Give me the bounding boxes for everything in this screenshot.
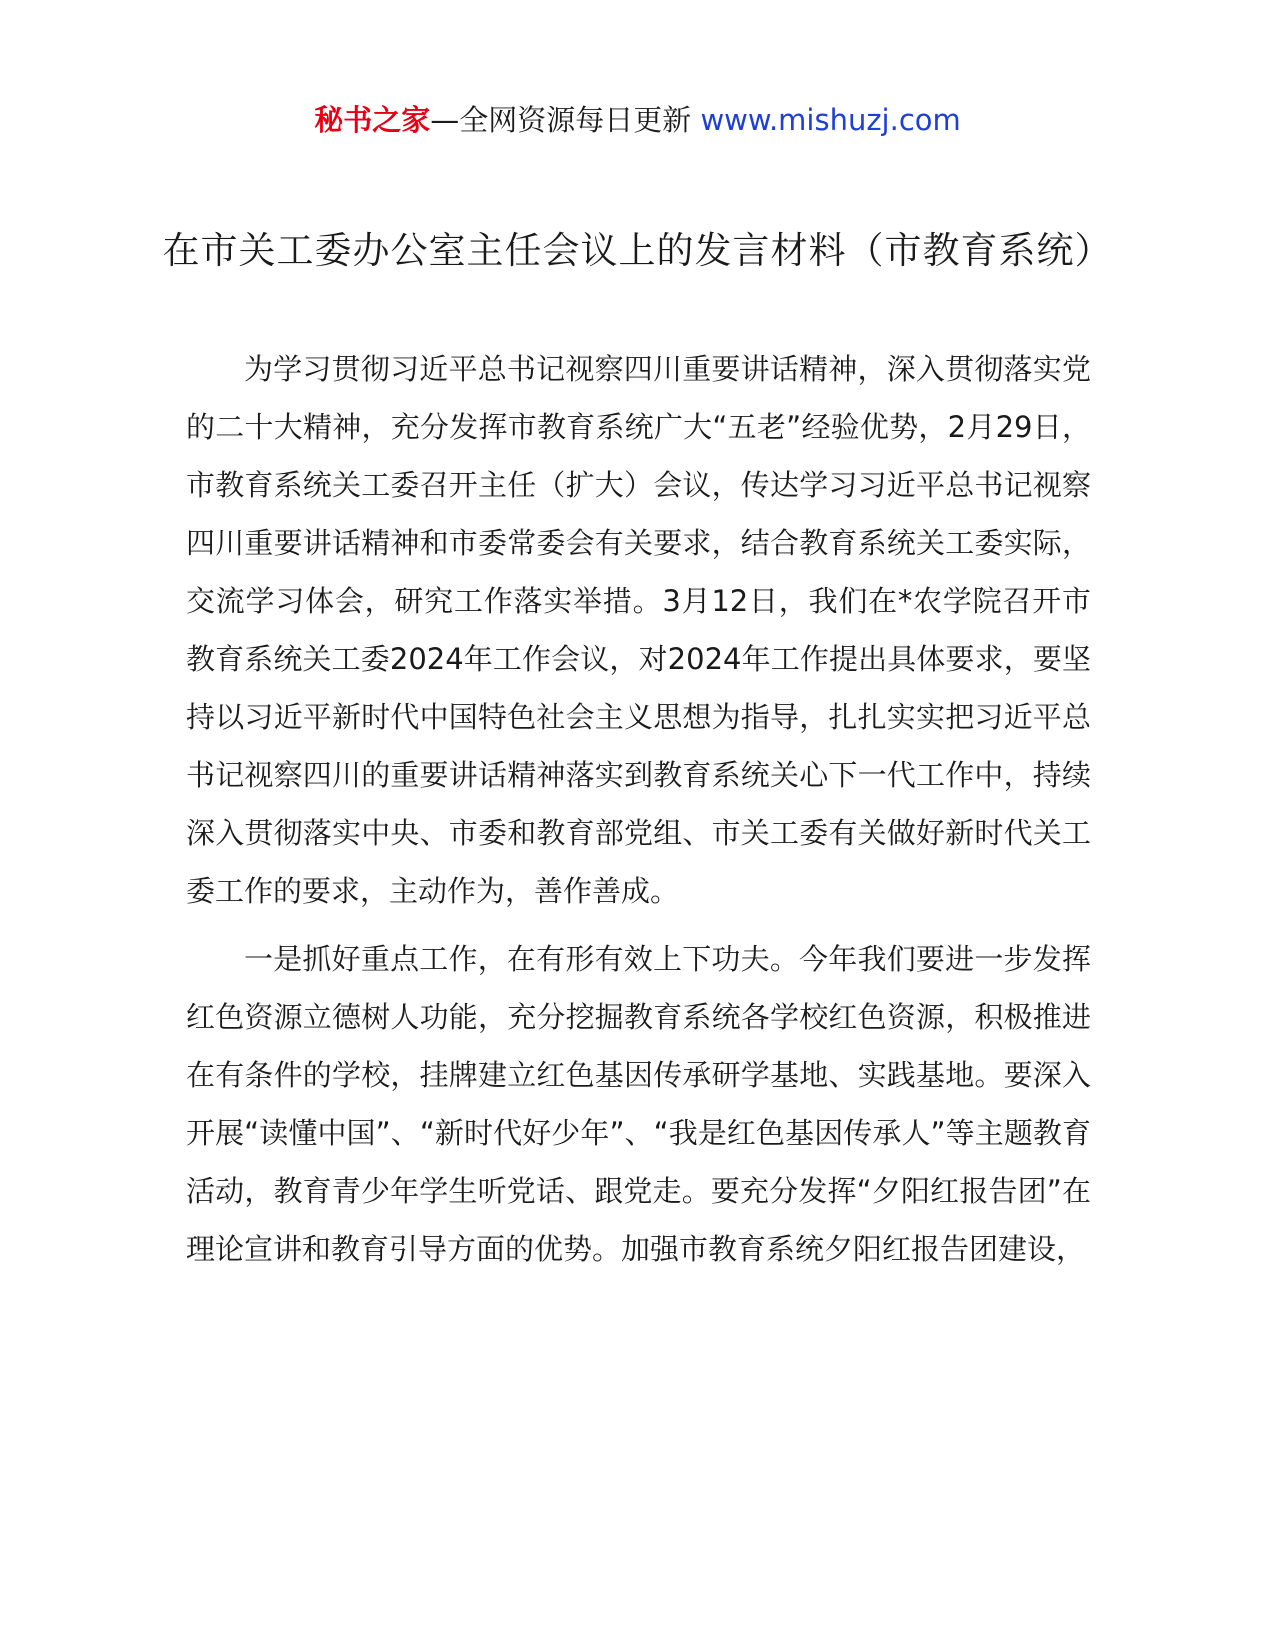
paragraph-key-work: 一是抓好重点工作，在有形有效上下功夫。今年我们要进一步发挥红色资源立德树人功能，充分挖掘教育系统各学校红色资源，积极推进在有条件的学校，挂牌建立红色基因传承研学基地、实践基地。要深入开展“读懂中国”、“新时代好少年”、“我是红色基因传承人”等主题教育活动，教育青少年学生听党话、跟党走。要充分发挥“夕阳红报告团”在理论宣讲和教育引导方面的优势。加强市教育系统夕阳红报告团建设， xyxy=(186,942,1091,1266)
paragraph-intro: 为学习贯彻习近平总书记视察四川重要讲话精神，深入贯彻落实党的二十大精神，充分发挥市教育系统广大“五老”经验优势，2月29日，市教育系统关工委召开主任（扩大）会议，传达学习习近平总书记视察四川重要讲话精神和市委常委会有关要求，结合教育系统关工委实际，交流学习体会，研究工作落实举措。3月12日，我们在*农学院召开市教育系统关工委2024年工作会议，对2024年工作提出具体要求，要坚持以习近平新时代中国特色社会主义思想为指导，扎扎实实把习近平总书记视察四川的重要讲话精神落实到教育系统关心下一代工作中，持续深入贯彻落实中央、市委和教育部党组、市关工委有关做好新时代关工委工作的要求，主动作为，善作善成。 xyxy=(186,352,1091,908)
document-body xyxy=(186,340,1091,1288)
document-title: 在市关工委办公室主任会议上的发言材料（市教育系统） xyxy=(162,229,1113,272)
site-url-link[interactable]: www.mishuzj.com xyxy=(700,103,961,137)
site-tagline: —全网资源每日更新 xyxy=(430,103,701,137)
site-header xyxy=(0,100,1275,140)
site-brand: 秘书之家 xyxy=(314,103,431,137)
